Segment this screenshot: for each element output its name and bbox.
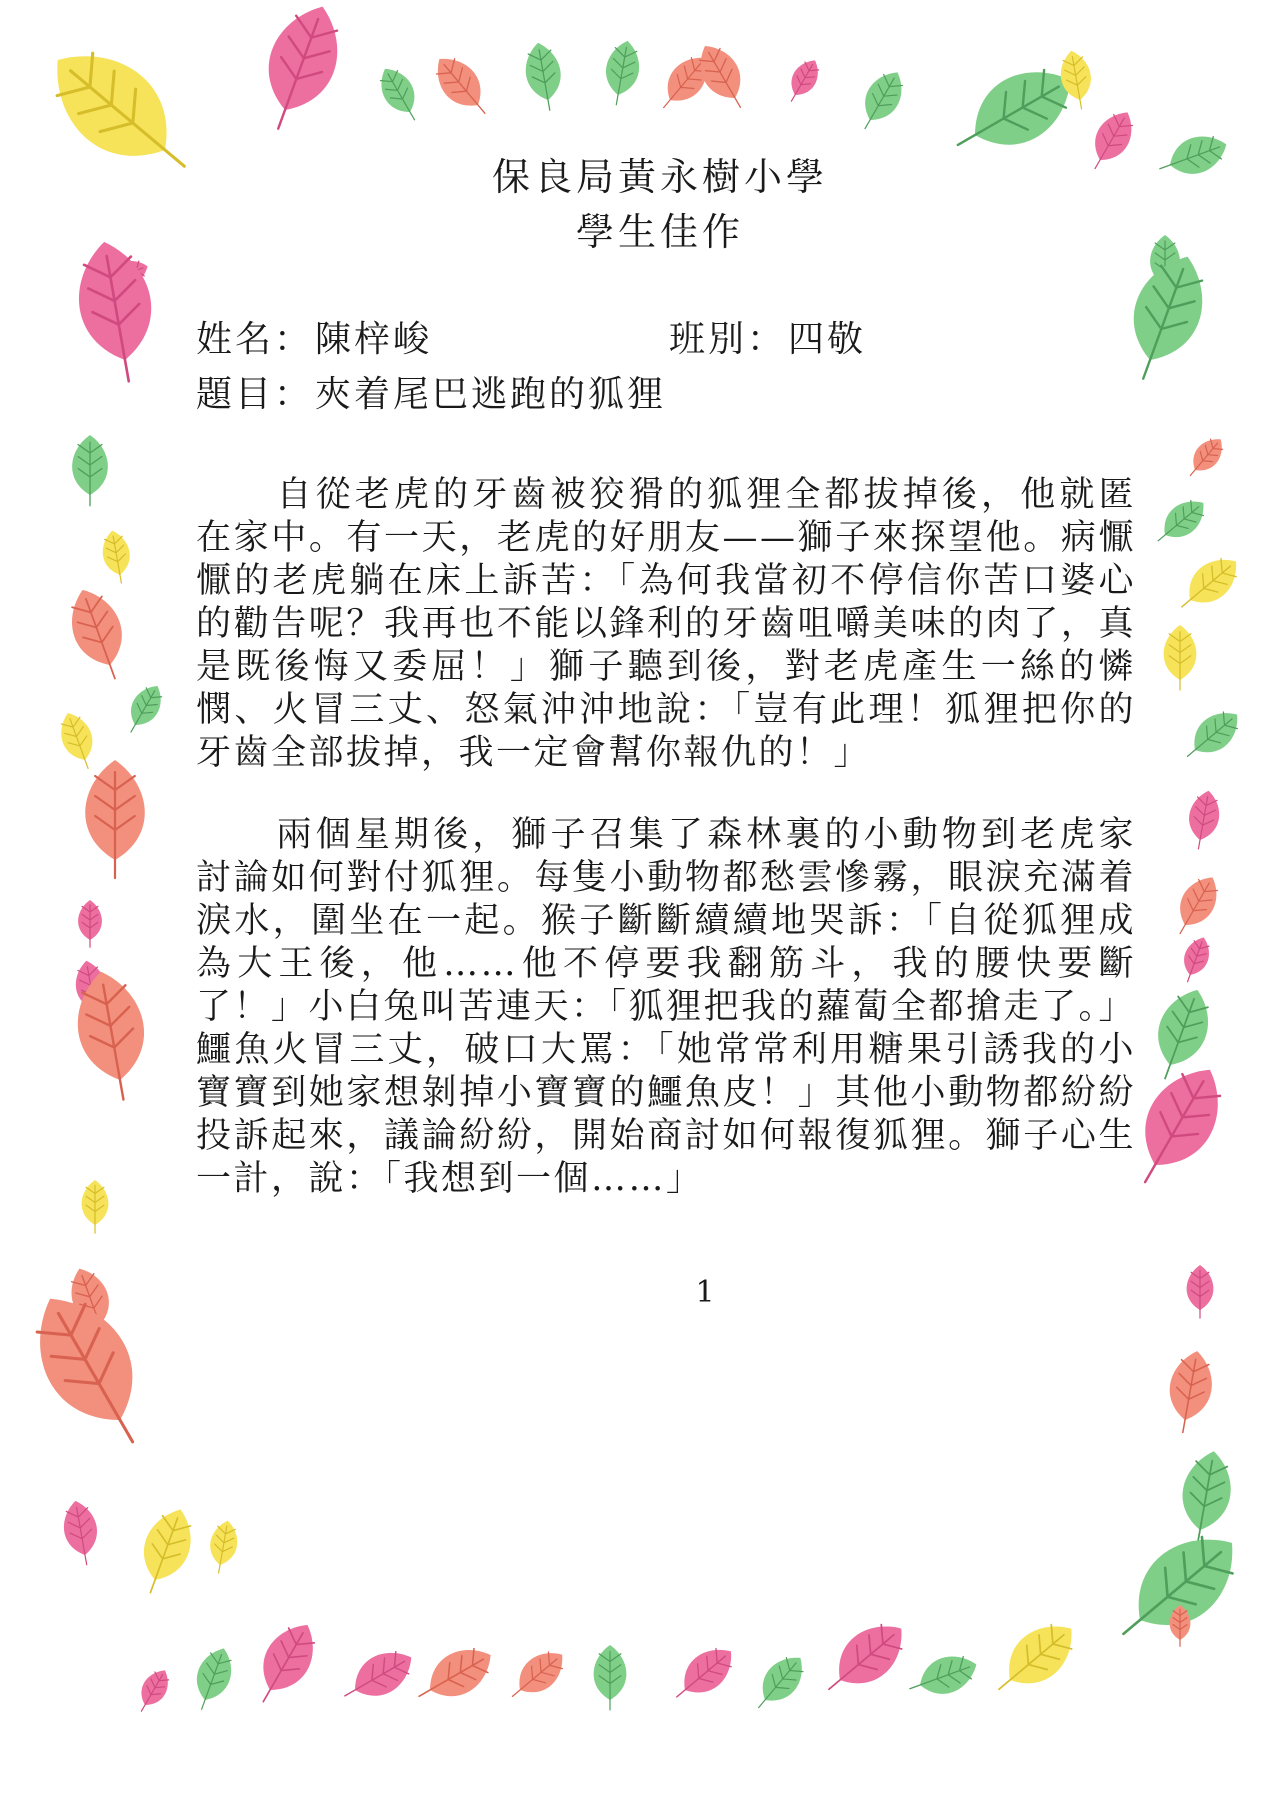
name-label: 姓名：: [196, 319, 314, 360]
school-name: 保良局黃永樹小學: [491, 155, 828, 199]
page-number: 1: [695, 1275, 715, 1310]
topic-label: 題目：: [196, 374, 314, 415]
class-value: 四敬: [788, 319, 867, 360]
class-label: 班別：: [669, 319, 787, 360]
document-subtitle: 學生佳作: [575, 210, 744, 254]
essay-paragraph-2: 兩個星期後，獅子召集了森林裏的小動物到老虎家討論如何對付狐狸。每隻小動物都愁雲慘霧，眼淚充滿着淚水，圍坐在一起。猴子斷斷續續地哭訴：「自從狐狸成為大王後，他……他不停要我翻筋斗，我的腰快要斷了！」小白兔叫苦連天：「狐狸把我的蘿蔔全都搶走了。」鱷魚火冒三丈，破口大罵：「她常常利用糖果引誘我的小寶寶到她家想剝掉小寶寶的鱷魚皮！」其他小動物都紛紛投訴起來，議論紛紛，開始商討如何報復狐狸。獅子心生一計，說：「我想到一個……」: [196, 815, 1137, 1199]
topic-row: [196, 374, 667, 415]
name-value: 陳梓峻: [315, 319, 433, 360]
class-row: [669, 319, 867, 360]
topic-value: 夾着尾巴逃跑的狐狸: [315, 374, 667, 415]
essay-paragraph-1: 自從老虎的牙齒被狡猾的狐狸全都拔掉後，他就匿在家中。有一天，老虎的好朋友——獅子來探望他。病懨懨的老虎躺在床上訴苦：「為何我當初不停信你苦口婆心的勸告呢？我再也不能以鋒利的牙齒咀嚼美味的肉了，真是既後悔又委屈！」獅子聽到後，對老虎產生一絲的憐憫、火冒三丈、怒氣沖沖地說：「豈有此理！狐狸把你的牙齒全部拔掉，我一定會幫你報仇的！」: [196, 475, 1136, 773]
student-name-row: [196, 319, 433, 360]
